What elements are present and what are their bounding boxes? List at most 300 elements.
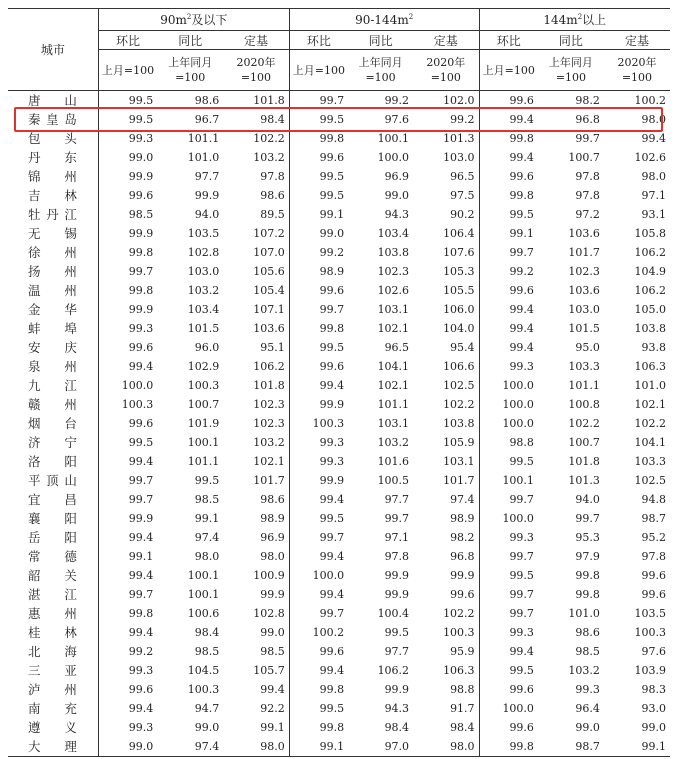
city-name: 烟台 (8, 414, 98, 433)
index-value: 89.5 (223, 205, 289, 224)
index-value: 101.7 (568, 246, 600, 259)
index-value: 100.7 (568, 151, 600, 164)
index-value: 102.3 (223, 414, 289, 433)
city-name: 三亚 (8, 661, 98, 680)
index-value: 103.0 (568, 303, 600, 316)
index-value: 105.7 (223, 661, 289, 680)
index-value: 99.9 (384, 588, 410, 601)
city-name: 常德 (8, 547, 98, 566)
index-value: 99.3 (128, 721, 154, 734)
index-value: 90.2 (413, 205, 479, 224)
index-value: 99.6 (641, 569, 666, 582)
index-value: 102.8 (223, 604, 289, 623)
index-value: 106.0 (413, 300, 479, 319)
index-value: 100.3 (634, 626, 666, 639)
city-name: 徐州 (8, 243, 98, 262)
index-value: 99.5 (319, 113, 345, 126)
index-value: 99.4 (509, 303, 534, 316)
index-value: 98.6 (223, 490, 289, 509)
index-value: 94.8 (641, 493, 666, 506)
index-value: 101.0 (187, 151, 220, 164)
index-value: 99.7 (319, 531, 345, 544)
index-value: 98.6 (194, 94, 220, 107)
index-value: 96.4 (575, 702, 600, 715)
index-value: 98.0 (223, 737, 289, 757)
index-value: 98.8 (509, 436, 534, 449)
index-value: 95.2 (641, 531, 666, 544)
metric-header: 同比 (538, 31, 604, 50)
index-value: 99.5 (128, 436, 154, 449)
base-header: 2020年 =100 (223, 50, 289, 91)
index-value: 99.4 (128, 531, 154, 544)
table-row (8, 110, 670, 129)
city-name: 洛阳 (8, 452, 98, 471)
index-value: 96.5 (413, 167, 479, 186)
city-name: 南充 (8, 699, 98, 718)
index-value: 101.7 (223, 471, 289, 490)
index-value: 99.3 (509, 626, 534, 639)
index-value: 99.6 (319, 151, 345, 164)
index-value: 91.7 (413, 699, 479, 718)
index-value: 99.7 (575, 512, 600, 525)
city-name: 包头 (8, 129, 98, 148)
index-value: 102.3 (377, 265, 410, 278)
index-value: 104.9 (634, 265, 666, 278)
index-value: 100.0 (121, 379, 154, 392)
index-value: 102.9 (187, 360, 220, 373)
index-value: 98.4 (223, 110, 289, 129)
index-value: 95.0 (575, 341, 600, 354)
index-value: 99.7 (575, 132, 600, 145)
index-value: 99.8 (319, 322, 345, 335)
index-value: 98.5 (194, 493, 220, 506)
index-value: 99.3 (319, 455, 345, 468)
index-value: 99.9 (319, 398, 345, 411)
index-value: 97.1 (641, 189, 666, 202)
index-value: 99.1 (128, 550, 154, 563)
index-value: 105.6 (223, 262, 289, 281)
index-value: 102.2 (568, 417, 600, 430)
index-value: 99.4 (319, 379, 345, 392)
index-value: 98.0 (641, 113, 666, 126)
index-value: 102.5 (634, 474, 666, 487)
index-value: 98.2 (575, 94, 600, 107)
index-value: 99.4 (641, 132, 666, 145)
index-value: 94.0 (194, 208, 220, 221)
index-value: 99.3 (128, 664, 154, 677)
table-row (8, 661, 670, 680)
index-value: 98.8 (413, 680, 479, 699)
city-name: 吉林 (8, 186, 98, 205)
index-value: 99.1 (604, 737, 670, 757)
index-value: 102.2 (413, 604, 479, 623)
city-name: 安庆 (8, 338, 98, 357)
index-value: 102.3 (568, 265, 600, 278)
index-value: 102.1 (223, 452, 289, 471)
index-value: 99.8 (128, 284, 154, 297)
table-row (8, 319, 670, 338)
metric-header: 定基 (604, 31, 670, 50)
table-row (8, 604, 670, 623)
index-value: 107.0 (223, 243, 289, 262)
table-row (8, 471, 670, 490)
index-value: 99.4 (128, 569, 154, 582)
index-value: 96.8 (575, 113, 600, 126)
table-row (8, 281, 670, 300)
index-value: 97.6 (384, 113, 410, 126)
index-value: 99.9 (384, 569, 410, 582)
index-value: 92.2 (223, 699, 289, 718)
index-value: 96.5 (384, 341, 410, 354)
city-name: 桂林 (8, 623, 98, 642)
index-value: 93.8 (641, 341, 666, 354)
index-value: 100.1 (187, 588, 220, 601)
index-value: 99.8 (509, 132, 534, 145)
index-value: 99.0 (223, 623, 289, 642)
index-value: 99.4 (509, 113, 534, 126)
index-value: 99.6 (128, 189, 154, 202)
index-value: 100.1 (187, 569, 220, 582)
index-value: 99.9 (194, 189, 220, 202)
index-value: 99.5 (319, 512, 345, 525)
index-value: 103.3 (568, 360, 600, 373)
index-value: 100.4 (377, 607, 410, 620)
index-value: 101.9 (187, 417, 220, 430)
table-row (8, 186, 670, 205)
index-value: 99.8 (575, 588, 600, 601)
index-value: 100.0 (502, 417, 534, 430)
index-value: 98.0 (223, 547, 289, 566)
index-value: 99.7 (128, 265, 154, 278)
index-value: 100.0 (502, 702, 534, 715)
city-name: 遵义 (8, 718, 98, 737)
table-row (8, 167, 670, 186)
table-row (8, 129, 670, 148)
index-value: 99.0 (319, 227, 345, 240)
index-value: 99.0 (575, 721, 600, 734)
index-value: 99.2 (128, 645, 154, 658)
index-value: 98.4 (194, 626, 220, 639)
index-value: 103.2 (223, 148, 289, 167)
index-value: 100.9 (223, 566, 289, 585)
index-value: 99.8 (128, 607, 154, 620)
base-header: 上月=100 (289, 50, 348, 91)
index-value: 106.6 (413, 357, 479, 376)
index-value: 106.2 (634, 246, 666, 259)
table-row (8, 490, 670, 509)
index-value: 99.9 (128, 303, 154, 316)
index-value: 101.1 (568, 379, 600, 392)
index-value: 99.5 (319, 170, 345, 183)
index-value: 99.6 (319, 284, 345, 297)
index-value: 98.7 (538, 737, 604, 757)
index-value: 99.3 (319, 436, 345, 449)
index-value: 99.0 (194, 721, 220, 734)
index-value: 99.7 (128, 588, 154, 601)
index-value: 100.0 (312, 569, 345, 582)
index-value: 99.8 (319, 132, 345, 145)
index-value: 97.8 (575, 170, 600, 183)
index-value: 99.3 (128, 322, 154, 335)
index-value: 97.7 (384, 645, 410, 658)
metric-header: 同比 (348, 31, 413, 50)
index-value: 93.1 (641, 208, 666, 221)
index-value: 100.0 (502, 379, 534, 392)
index-value: 99.7 (128, 474, 154, 487)
index-value: 99.2 (509, 265, 534, 278)
index-value: 105.0 (634, 303, 666, 316)
index-value: 98.7 (641, 512, 666, 525)
index-value: 103.4 (187, 303, 220, 316)
index-value: 103.6 (568, 227, 600, 240)
index-value: 97.8 (223, 167, 289, 186)
index-value: 100.7 (187, 398, 220, 411)
index-value: 99.2 (384, 94, 410, 107)
index-value: 103.3 (634, 455, 666, 468)
index-value: 99.5 (509, 569, 534, 582)
index-value: 99.7 (509, 607, 534, 620)
index-value: 100.6 (187, 607, 220, 620)
index-value: 99.5 (128, 113, 154, 126)
index-value: 100.2 (634, 94, 666, 107)
index-value: 99.2 (413, 110, 479, 129)
index-value: 103.2 (187, 284, 220, 297)
index-value: 99.6 (413, 585, 479, 604)
index-value: 99.6 (509, 683, 534, 696)
index-value: 107.2 (223, 224, 289, 243)
index-value: 97.8 (384, 550, 410, 563)
index-value: 99.9 (128, 512, 154, 525)
city-name: 金华 (8, 300, 98, 319)
index-value: 98.5 (128, 208, 154, 221)
index-value: 99.0 (384, 189, 410, 202)
index-value: 104.5 (187, 664, 220, 677)
index-value: 99.7 (319, 94, 345, 107)
index-value: 99.4 (223, 680, 289, 699)
city-name: 无锡 (8, 224, 98, 243)
index-value: 99.3 (128, 132, 154, 145)
table-row (8, 338, 670, 357)
city-name: 九江 (8, 376, 98, 395)
index-value: 99.5 (128, 94, 154, 107)
index-value: 105.3 (413, 262, 479, 281)
index-value: 99.7 (509, 588, 534, 601)
index-value: 99.4 (509, 151, 534, 164)
index-value: 99.8 (509, 189, 534, 202)
city-name: 惠州 (8, 604, 98, 623)
index-value: 102.8 (187, 246, 220, 259)
index-value: 102.2 (223, 129, 289, 148)
index-value: 99.6 (509, 721, 534, 734)
index-value: 99.4 (319, 550, 345, 563)
price-index-table (8, 8, 670, 757)
index-value: 100.1 (377, 132, 410, 145)
index-value: 97.8 (641, 550, 666, 563)
index-value: 103.1 (377, 303, 410, 316)
index-value: 99.9 (413, 566, 479, 585)
table-row (8, 509, 670, 528)
index-value: 99.6 (641, 588, 666, 601)
index-value: 98.2 (413, 528, 479, 547)
city-name: 蚌埠 (8, 319, 98, 338)
index-value: 99.9 (319, 474, 345, 487)
index-value: 98.5 (575, 645, 600, 658)
table-row (8, 452, 670, 471)
metric-header: 环比 (98, 31, 157, 50)
index-value: 99.6 (509, 284, 534, 297)
index-value: 100.0 (377, 151, 410, 164)
index-value: 107.6 (413, 243, 479, 262)
base-header: 上月=100 (479, 50, 538, 91)
table-row (8, 433, 670, 452)
table-row (8, 566, 670, 585)
group-header-small: $90m^2$及以下 (98, 9, 289, 31)
index-value: 104.1 (634, 436, 666, 449)
city-name: 温州 (8, 281, 98, 300)
table-row (8, 585, 670, 604)
index-value: 99.4 (128, 702, 154, 715)
base-header: 上年同月 =100 (157, 50, 223, 91)
index-value: 98.5 (223, 642, 289, 661)
index-value: 101.6 (377, 455, 410, 468)
index-value: 99.8 (479, 737, 538, 757)
index-value: 96.8 (413, 547, 479, 566)
index-value: 99.7 (319, 303, 345, 316)
city-name: 韶关 (8, 566, 98, 585)
table-row (8, 262, 670, 281)
index-value: 102.6 (634, 151, 666, 164)
index-value: 100.7 (568, 436, 600, 449)
city-name: 北海 (8, 642, 98, 661)
index-value: 103.2 (568, 664, 600, 677)
index-value: 101.1 (187, 132, 220, 145)
index-value: 103.2 (223, 433, 289, 452)
index-value: 105.9 (413, 433, 479, 452)
index-value: 97.4 (413, 490, 479, 509)
index-value: 98.0 (194, 550, 220, 563)
index-value: 103.1 (377, 417, 410, 430)
index-value: 98.0 (641, 170, 666, 183)
index-value: 101.3 (413, 129, 479, 148)
index-value: 99.5 (509, 455, 534, 468)
index-value: 99.2 (319, 246, 345, 259)
base-header: 上月=100 (98, 50, 157, 91)
index-value: 101.3 (568, 474, 600, 487)
index-value: 98.9 (413, 509, 479, 528)
index-value: 101.1 (377, 398, 410, 411)
index-value: 99.5 (384, 626, 410, 639)
index-value: 100.3 (187, 683, 220, 696)
index-value: 98.0 (413, 737, 479, 757)
index-value: 101.8 (223, 91, 289, 111)
index-value: 95.4 (413, 338, 479, 357)
metric-header: 环比 (289, 31, 348, 50)
index-value: 97.0 (348, 737, 413, 757)
index-value: 103.8 (377, 246, 410, 259)
index-value: 99.8 (575, 569, 600, 582)
index-value: 99.7 (509, 493, 534, 506)
index-value: 96.0 (194, 341, 220, 354)
index-value: 98.4 (413, 718, 479, 737)
city-name: 泸州 (8, 680, 98, 699)
city-name: 平顶山 (8, 471, 98, 490)
city-name: 大理 (8, 737, 98, 757)
index-value: 104.1 (377, 360, 410, 373)
index-value: 105.5 (413, 281, 479, 300)
table-row (8, 528, 670, 547)
index-value: 94.3 (384, 208, 410, 221)
index-value: 103.6 (223, 319, 289, 338)
index-value: 105.8 (634, 227, 666, 240)
city-name: 宜昌 (8, 490, 98, 509)
index-value: 99.6 (128, 683, 154, 696)
index-value: 103.0 (413, 148, 479, 167)
index-value: 98.6 (575, 626, 600, 639)
index-value: 98.9 (223, 509, 289, 528)
index-value: 101.8 (568, 455, 600, 468)
index-value: 99.1 (223, 718, 289, 737)
index-value: 99.4 (128, 455, 154, 468)
table-row (8, 395, 670, 414)
table-row (8, 642, 670, 661)
index-value: 101.0 (568, 607, 600, 620)
index-value: 99.4 (509, 645, 534, 658)
index-value: 99.5 (509, 208, 534, 221)
index-value: 105.4 (223, 281, 289, 300)
table-row (8, 205, 670, 224)
index-value: 98.6 (223, 186, 289, 205)
index-value: 97.4 (194, 531, 220, 544)
index-value: 101.8 (223, 376, 289, 395)
index-value: 95.1 (223, 338, 289, 357)
table-row (8, 680, 670, 699)
index-value: 106.3 (634, 360, 666, 373)
index-value: 93.0 (641, 702, 666, 715)
index-value: 97.5 (413, 186, 479, 205)
index-value: 101.1 (187, 455, 220, 468)
city-name: 济宁 (8, 433, 98, 452)
index-value: 99.6 (128, 341, 154, 354)
index-value: 99.7 (384, 512, 410, 525)
index-value: 106.2 (223, 357, 289, 376)
table-row (8, 148, 670, 167)
index-value: 100.2 (312, 626, 345, 639)
index-value: 106.2 (634, 284, 666, 297)
index-value: 98.4 (384, 721, 410, 734)
city-name: 丹东 (8, 148, 98, 167)
index-value: 96.9 (223, 528, 289, 547)
index-value: 97.9 (575, 550, 600, 563)
index-value: 99.1 (509, 227, 534, 240)
index-value: 99.7 (509, 550, 534, 563)
index-value: 103.8 (634, 322, 666, 335)
base-header: 2020年 =100 (413, 50, 479, 91)
index-value: 99.1 (319, 208, 345, 221)
index-value: 94.0 (575, 493, 600, 506)
index-value: 99.3 (575, 683, 600, 696)
index-value: 100.1 (187, 436, 220, 449)
index-value: 102.3 (223, 395, 289, 414)
index-value: 99.8 (128, 246, 154, 259)
index-value: 100.0 (502, 398, 534, 411)
index-value: 99.9 (128, 227, 154, 240)
table-row (8, 376, 670, 395)
index-value: 98.9 (319, 265, 345, 278)
index-value: 103.5 (634, 607, 666, 620)
table-row (8, 699, 670, 718)
index-value: 99.4 (319, 493, 345, 506)
index-value: 99.5 (319, 341, 345, 354)
